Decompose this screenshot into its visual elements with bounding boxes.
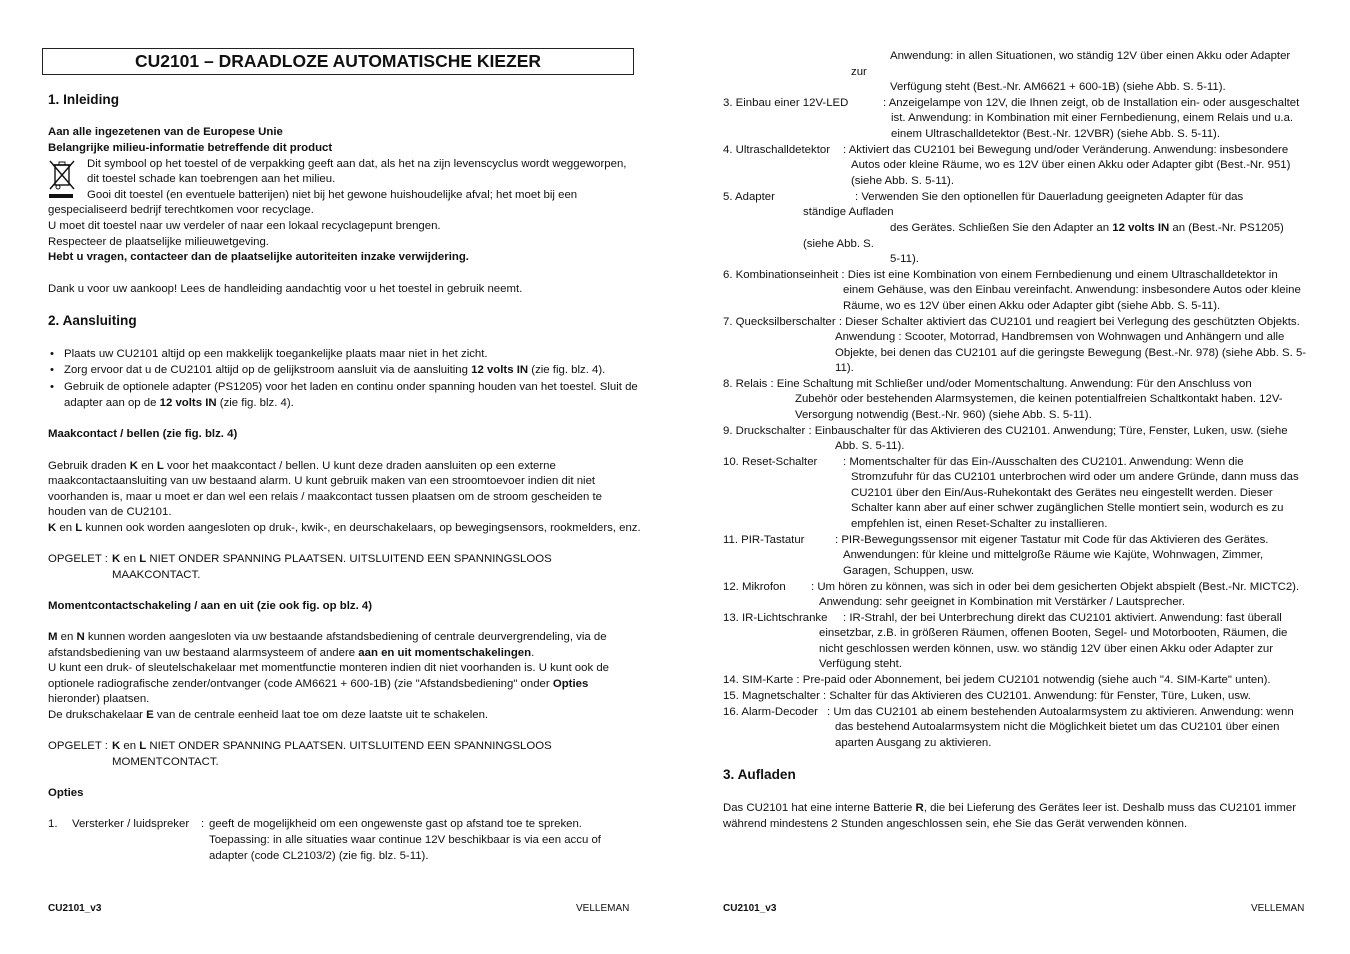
footer-version-right: CU2101_v3 [723, 903, 777, 914]
item10-line-b: Stromzufuhr für das CU2101 unterbrochen wird oder um andere Gründe, dann muss das [851, 471, 1299, 483]
eu-heading: Aan alle ingezetenen van de Europese Unie [48, 126, 283, 138]
item11-line-a: : PIR-Bewegungssensor mit eigener Tastatur mit Code für das Aktivieren des Gerätes. [835, 534, 1269, 546]
footer-version-left: CU2101_v3 [48, 903, 102, 914]
item11-line-c: Garagen, Schuppen, usw. [843, 565, 975, 577]
item4-line-c: (siehe Abb. S. 5-11). [851, 175, 954, 187]
eu-paragraph-2a: Gooi dit toestel (en eventuele batterijen) niet bij het gewone huishoudelijke afval; het moet bij een [87, 189, 578, 201]
footer-brand-left: VELLEMAN [576, 903, 630, 914]
section-heading-inleiding: 1. Inleiding [48, 92, 119, 107]
item10-line-d: Schalter kann aber auf einer schwer zugänglichen Stelle montiert sein, wodurch es zu [851, 502, 1284, 514]
item5-line-b: ständige Aufladen [803, 206, 894, 218]
eu-paragraph-2b: gespecialiseerd bedrijf terechtkomen voor recyclage. [48, 204, 314, 216]
item16-label: 16. Alarm-Decoder [723, 706, 818, 718]
item12-label: 12. Mikrofon [723, 581, 786, 593]
eu-paragraph-4: Respecteer de plaatselijke milieuwetgeving. [48, 236, 269, 248]
item16-line-b: das bestehend Autoalarmsystem nicht die Möglichkeit bietet um das CU2101 über einen [835, 721, 1280, 733]
maakcontact-paragraph-2: maakcontactaansluiting van uw bestaand alarm. U kunt gebruik maken van een stroomtoevoer indien dit niet [48, 475, 596, 487]
item15: 15. Magnetschalter : Schalter für das Aktivieren des CU2101. Anwendung: für Fenster, Türe, Luken, usw. [723, 690, 1251, 702]
item10-line-c: CU2101 über den Ein/Aus-Ruhekontakt des Gerätes neu eingestellt werden. Dieser [851, 487, 1273, 499]
item10-label: 10. Reset-Schalter [723, 456, 818, 468]
maakcontact-heading: Maakcontact / bellen (zie fig. blz. 4) [48, 428, 238, 440]
option-colon-1: : [201, 818, 205, 830]
momentcontact-paragraph-5: hieronder) plaatsen. [48, 693, 150, 705]
option-text-1b: Toepassing: in alle situaties waar continue 12V beschikbaar is via een accu of [209, 834, 601, 846]
momentcontact-paragraph-2: afstandsbediening van uw bestaand alarmsysteem of andere aan en uit momentschakelingen. [48, 647, 535, 659]
right-page [675, 0, 1350, 954]
option-text-1a: geeft de mogelijkheid om een ongewenste gast op afstand toe te spreken. [209, 818, 582, 830]
eu-subheading: Belangrijke milieu-informatie betreffende dit product [48, 142, 333, 154]
momentcontact-paragraph-3: U kunt een druk- of sleutelschakelaar met momentfunctie monteren indien dit niet voorhanden is. U kunt ook de [48, 662, 609, 674]
item14: 14. SIM-Karte : Pre-paid oder Abonnement, bei jedem CU2101 notwendig (siehe auch "4. SIM-Karte" unten). [723, 674, 1271, 686]
item3-label: 3. Einbau einer 12V-LED [723, 97, 849, 109]
item4-label: 4. Ultraschalldetektor [723, 144, 830, 156]
item7-line-c: Objekte, bei denen das CU2101 auf die geringste Bewegung (Best.-Nr. 978) (siehe Abb. S. 5- [835, 347, 1307, 359]
footer-brand-right: VELLEMAN [1251, 903, 1305, 914]
warning-text-1a: K en L NIET ONDER SPANNING PLAATSEN. UITSLUITEND EEN SPANNINGSLOOS [112, 553, 552, 565]
option-text-1c: adapter (code CL2103/2) (zie fig. blz. 5-11). [209, 850, 429, 862]
item6-line-b: einem Gehäuse, was den Einbau vereinfacht. Anwendung: insbesondere Autos oder kleine [843, 284, 1301, 296]
item6-line-c: Räume, wo es 12V über einen Akku oder Adapter gibt (siehe Abb. S. 5-11). [843, 300, 1221, 312]
item2-line-c: Verfügung steht (Best.-Nr. AM6621 + 600-1B) (siehe Abb. S. 5-11). [890, 81, 1226, 93]
option-label-1: Versterker / luidspreker [72, 818, 190, 830]
bullet-item-3: • Gebruik de optionele adapter (PS1205) voor het laden en continu onder spanning houden van het toestel. Sluit de adapter aan op de 12 volts IN (zie fig. blz. 4). [50, 380, 638, 411]
aufladen-paragraph-1: Das CU2101 hat eine interne Batterie R, die bei Lieferung des Gerätes leer ist. Deshalb muss das CU2101 immer [723, 802, 1297, 814]
item12-line-a: : Um hören zu können, was sich in oder bei dem gesicherten Objekt abspielt (Best.-Nr. MICTC2). [811, 581, 1300, 593]
momentcontact-paragraph-1: M en N kunnen worden aangesloten via uw bestaande afstandsbediening of centrale deurvergrendeling, via de [48, 631, 607, 643]
warning-text-2a: K en L NIET ONDER SPANNING PLAATSEN. UITSLUITEND EEN SPANNINGSLOOS [112, 740, 552, 752]
eu-paragraph-3: U moet dit toestel naar uw verdeler of naar een lokaal recyclagepunt brengen. [48, 220, 441, 232]
warning-text-1b: MAAKCONTACT. [112, 569, 201, 581]
item4-line-b: Autos oder kleine Räume, wo es 12V über einen Akku oder Adapter gibt (Best.-Nr. 951) [851, 159, 1291, 171]
section-heading-aansluiting: 2. Aansluiting [48, 313, 137, 328]
maakcontact-paragraph-5: K en L kunnen ook worden aangesloten op druk-, kwik-, en deurschakelaars, op bewegingsensors, rookmelders, enz. [48, 522, 641, 534]
maakcontact-paragraph-1: Gebruik draden K en L voor het maakcontact / bellen. U kunt deze draden aansluiten op een externe [48, 460, 556, 472]
item13-line-c: nicht geschlossen werden können, usw. wo ständig 12V über einen Akku oder Adapter zur [819, 643, 1274, 655]
item9-line-b: Abb. S. 5-11). [835, 440, 905, 452]
thanks-paragraph: Dank u voor uw aankoop! Lees de handleiding aandachtig voor u het toestel in gebruik neemt. [48, 283, 523, 295]
item8-line-b: Zubehör oder bestehenden Alarmsystemen, die keinen potentialfreien Schaltkontakt haben. 12V- [795, 393, 1283, 405]
option-number-1: 1. [48, 818, 58, 830]
item4-line-a: : Aktiviert das CU2101 bei Bewegung und/oder Veränderung. Anwendung: insbesondere [843, 144, 1289, 156]
item10-line-a: : Momentschalter für das Ein-/Ausschalten des CU2101. Anwendung: Wenn die [843, 456, 1244, 468]
item7-line-b: Anwendung : Scooter, Motorrad, Handbremsen von Wohnwagen und Anhängern und alle [835, 331, 1285, 343]
aufladen-paragraph-2: während mindestens 2 Stunden angeschlossen sein, ehe Sie das Gerät verwenden können. [723, 818, 1188, 830]
maakcontact-paragraph-4: houden van de CU2101. [48, 506, 172, 518]
document-title: CU2101 – DRAADLOZE AUTOMATISCHE KIEZER [42, 48, 634, 75]
item10-line-e: empfehlen ist, einen Reset-Schalter zu installieren. [851, 518, 1108, 530]
momentcontact-paragraph-6: De drukschakelaar E van de centrale eenheid laat toe om deze laatste uit te schakelen. [48, 709, 489, 721]
item5-line-a: : Verwenden Sie den optionellen für Dauerladung geeigneten Adapter für das [855, 191, 1244, 203]
item5-line-d: (siehe Abb. S. [803, 238, 874, 250]
item3-line-c: einem Ultraschalldetektor (Best.-Nr. 12VBR) (siehe Abb. S. 5-11). [891, 128, 1220, 140]
item8-line-c: Versorgung notwendig (Best.-Nr. 960) (siehe Abb. S. 5-11). [795, 409, 1092, 421]
opties-heading: Opties [48, 787, 84, 799]
item13-label: 13. IR-Lichtschranke [723, 612, 828, 624]
item11-label: 11. PIR-Tastatur [723, 534, 805, 546]
item7-line-d: 11). [835, 362, 854, 374]
item6-line-a: 6. Kombinationseinheit : Dies ist eine Kombination von einem Fernbedienung und einem Ultraschalldetektor in [723, 269, 1278, 281]
item2-line-a: Anwendung: in allen Situationen, wo ständig 12V über einen Akku oder Adapter [890, 50, 1291, 62]
item5-line-e: 5-11). [890, 253, 919, 265]
bullet-item-1: • Plaats uw CU2101 altijd op een makkelijk toegankelijke plaats maar niet in het zicht. [50, 347, 488, 363]
warning-text-2b: MOMENTCONTACT. [112, 756, 219, 768]
item12-line-b: Anwendung: sehr geeignet in Kombination mit Verstärker / Lautsprecher. [819, 596, 1185, 608]
item16-line-a: : Um das CU2101 ab einem bestehenden Autoalarmsystem zu aktivieren. Anwendung: wenn [827, 706, 1294, 718]
item7-line-a: 7. Quecksilberschalter : Dieser Schalter aktiviert das CU2101 und reagiert bei Verlegung des geschützten Objekts. [723, 316, 1300, 328]
item3-line-b: ist. Anwendung: in Kombination mit einer Fernbedienung, einem Relais und u.a. [891, 112, 1294, 124]
item9-line-a: 9. Druckschalter : Einbauschalter für das Aktivieren des CU2101. Anwendung; Türe, Fenster, Luken, usw. (siehe [723, 425, 1288, 437]
item5-line-c: des Gerätes. Schließen Sie den Adapter an 12 volts IN an (Best.-Nr. PS1205) [890, 222, 1284, 234]
weee-bin-icon [48, 159, 76, 199]
item8-line-a: 8. Relais : Eine Schaltung mit Schließer und/oder Momentschaltung. Anwendung: Für den Anschluss von [723, 378, 1252, 390]
item5-label: 5. Adapter [723, 191, 775, 203]
warning-label-2: OPGELET : [48, 740, 108, 752]
momentcontact-heading: Momentcontactschakeling / aan en uit (zie ook fig. op blz. 4) [48, 600, 373, 612]
maakcontact-paragraph-3: voorhanden is, maar u moet er dan wel een relais / maakcontact tussen plaatsen om de stroom gescheiden te [48, 491, 603, 503]
item3-line-a: : Anzeigelampe von 12V, die Ihnen zeigt, ob de Installation ein- oder ausgeschaltet [883, 97, 1300, 109]
eu-paragraph-1a: Dit symbool op het toestel of de verpakking geeft aan dat, als het na zijn levenscyclus wordt weggeworpen, [87, 158, 627, 170]
item2-line-b: zur [851, 66, 867, 78]
eu-paragraph-5: Hebt u vragen, contacteer dan de plaatselijke autoriteiten inzake verwijdering. [48, 251, 469, 263]
item13-line-a: : IR-Strahl, der bei Unterbrechung direkt das CU2101 aktiviert. Anwendung: fast überall [843, 612, 1282, 624]
section-heading-aufladen: 3. Aufladen [723, 767, 796, 782]
warning-label-1: OPGELET : [48, 553, 108, 565]
bullet-item-2: • Zorg ervoor dat u de CU2101 altijd op de gelijkstroom aansluit via de aansluiting 12 volts IN (zie fig. blz. 4). [50, 363, 605, 379]
item13-line-d: Verfügung steht. [819, 658, 902, 670]
momentcontact-paragraph-4: optionele radiografische zender/ontvanger (code AM6621 + 600-1B) (zie "Afstandsbediening" onder Opties [48, 678, 589, 690]
item13-line-b: einsetzbar, z.B. in größeren Räumen, offenen Booten, Segel- und Motorbooten, Räumen, die [819, 627, 1288, 639]
eu-paragraph-1b: dit toestel schade kan toebrengen aan het milieu. [87, 173, 336, 185]
item16-line-c: aparten Ausgang zu aktivieren. [835, 737, 992, 749]
item11-line-b: Anwendungen: für kleine und mittelgroße Räume wie Kajüte, Wohnwagen, Zimmer, [843, 549, 1264, 561]
